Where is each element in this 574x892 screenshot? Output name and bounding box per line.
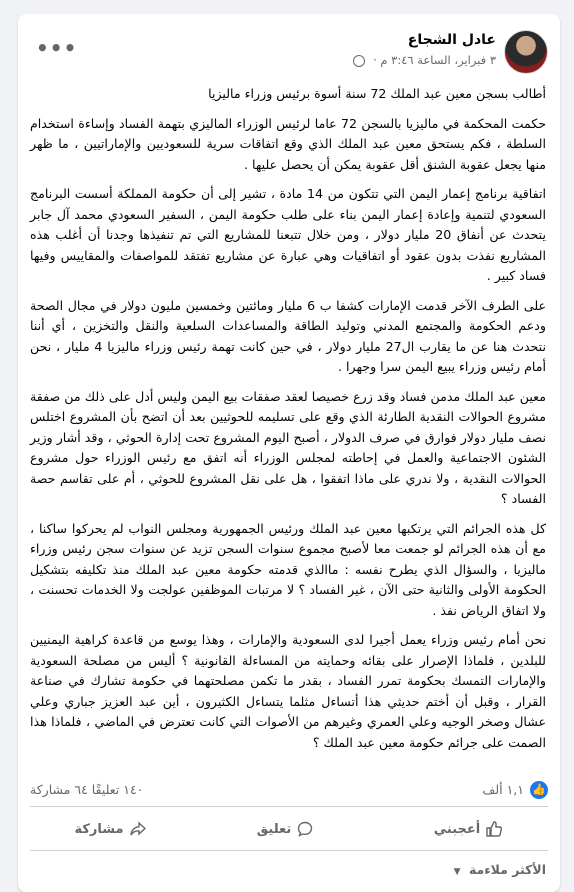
- likes-count[interactable]: ١,١ ألف: [482, 782, 524, 797]
- post-body: [30, 84, 546, 762]
- post-card: [18, 14, 560, 892]
- thumbs-up-icon: [486, 821, 502, 837]
- more-options-icon[interactable]: •••: [36, 36, 78, 60]
- post-paragraph: كل هذه الجرائم التي يرتكبها معين عبد الملك ورئيس الجمهورية ومجلس النواب لم يحركوا ساكنا ، مع أن هذه الجرائم لو جمعت معا لأصبح مجموع سنوات السجن تزيد عن سنوات سجن رئيس وزراء ماليزيا ، والسؤال الذي يطرح نفسه : ماالذي قدمته حكومة معين عبد الملك منذ تكليفه بتشكيل الحكومة الأولى والثانية حتى الآن ، غير الفساد ؟ لا مرتبات الموظفين عولجت ولا الخدمات تحسنت ، ولا اتفاق الرياض نفذ .: [30, 520, 546, 618]
- post-paragraph: اتفاقية برنامج إعمار اليمن التي تتكون من 14 مادة ، تشير إلى أن حكومة المملكة أسست البرنامج السعودي لتنمية وإعادة إعمار اليمن بناء على طلب حكومة اليمن ، السفير السعودي محمد آل جابر يتحدث عن أنفاق 20 مليار دولار ، ومن خلال تتبعنا للمشاريع التي تم تنفيذها وجدنا أن أغلب هذه المشاريع نفذت بدون عقود أو اتفاقيات وهي عبارة عن مشاريع تفتقد للمواصفات والمقاييس وفيها فساد كبير .: [30, 186, 546, 283]
- comments-filter[interactable]: [454, 862, 546, 877]
- reaction-stats: [30, 780, 548, 800]
- timestamp[interactable]: ٣ فبراير، الساعة ٣:٤٦ م: [380, 53, 496, 67]
- comment-icon: [297, 821, 313, 837]
- share-button[interactable]: [30, 812, 190, 846]
- divider: [30, 850, 548, 851]
- post-paragraph: على الطرف الآخر قدمت الإمارات كشفا ب 6 مليار ومائتين وخمسين مليون دولار في مجال الصحة ودعم الحكومة والمجتمع المدني وتوليد الطاقة والمساعدات السلعية والنقل والتخزين ، أي أننا نتحدث هنا عن ما يقارب ال27 مليار دولار ، في حين كانت تهمة رئيس وزراء ماليزيا 4 مليار ، نحن أمام رئيس وزراء يبيع اليمن سرا وجهرا .: [30, 297, 547, 374]
- comments-shares-count[interactable]: ١٤٠ تعليقًا ٦٤ مشاركة: [30, 782, 144, 797]
- post-header: [30, 30, 548, 74]
- like-label: أعجبني: [433, 821, 481, 837]
- share-label: مشاركة: [74, 821, 124, 837]
- post-paragraph: حكمت المحكمة في ماليزيا بالسجن 72 عاما لرئيس الوزراء الماليزي بتهمة الفساد وإساءة استخدام السلطة ، فكم يستحق معين عبد الملك الذي وقع اتفاقات سرية للسعوديين والإماراتيين ، ما ظهر منها يجعل عقوبة الشنق أقل عقوبة يمكن أن يحصل عليها .: [30, 115, 547, 172]
- comment-button[interactable]: [205, 812, 365, 846]
- post-paragraph: معين عبد الملك مدمن فساد وقد زرع خصيصا لعقد صفقات بيع اليمن وليس أدل على ذلك من صفقة مشروع الحوالات النقدية الطارئة الذي وقع على تسليمه للحوثيين بعد أن اتضح بأن المشروع اختلس نصف مليار دولار فوارق في صرف الدولار ، أصبح اليوم المشروع تحت إدارة الحوثي ، وقد أشار وزير الشئون الاجتماعية والعمل في إحاطته لمجلس الوزراء أنه اتفق مع رئيس الوزراء حول مشروع الحوالات النقدية ، ولا ندري على ماذا اتفقوا ، هل على نقل المشروع للحوثي ، أم على تقاسم حصة الفساد ؟: [30, 388, 546, 506]
- post-meta: [353, 53, 496, 67]
- post-paragraph: نحن أمام رئيس وزراء يعمل أجيرا لدى السعودية والإمارات ، وهذا يوسع من قاعدة كراهية اليمنيين للبلدين ، فلماذا الإصرار على بقائه وحمايته من المساءلة القانونية ؟ أليس من مصلحة السعودية والإمارات التمسك بحكومة تمرر الفساد ، بقدر ما تكمن مصلحتهما في حكومة تشارك في صناعة القرار ، وقبل أن أختم حديثي هذا أتساءل مثلما يتساءل الكثيرون ، أين عبد العزيز جباري وعلي عشال وصخر الوجيه وعلي العمري وغيرهم من الأصوات التي كانت تعترض في الماضي ، فلماذا هذا الصمت على جرائم حكومة معين عبد الملك ؟: [30, 632, 546, 750]
- like-button[interactable]: [388, 812, 548, 846]
- meta-separator: ·: [373, 53, 377, 67]
- action-bar: [30, 812, 548, 846]
- avatar[interactable]: [504, 30, 548, 74]
- divider: [30, 806, 548, 807]
- post-paragraph: أطالب بسجن معين عبد الملك 72 سنة أسوة برئيس وزراء ماليزيا: [208, 86, 546, 101]
- like-reaction-icon[interactable]: 👍: [530, 781, 548, 799]
- comments-filter-label: الأكثر ملاءمة: [468, 862, 546, 877]
- author-name[interactable]: عادل الشجاع: [407, 32, 496, 48]
- globe-icon: [353, 55, 365, 67]
- comment-label: تعليق: [256, 821, 292, 837]
- chevron-down-icon: ▼: [453, 867, 461, 877]
- share-icon: [130, 821, 146, 837]
